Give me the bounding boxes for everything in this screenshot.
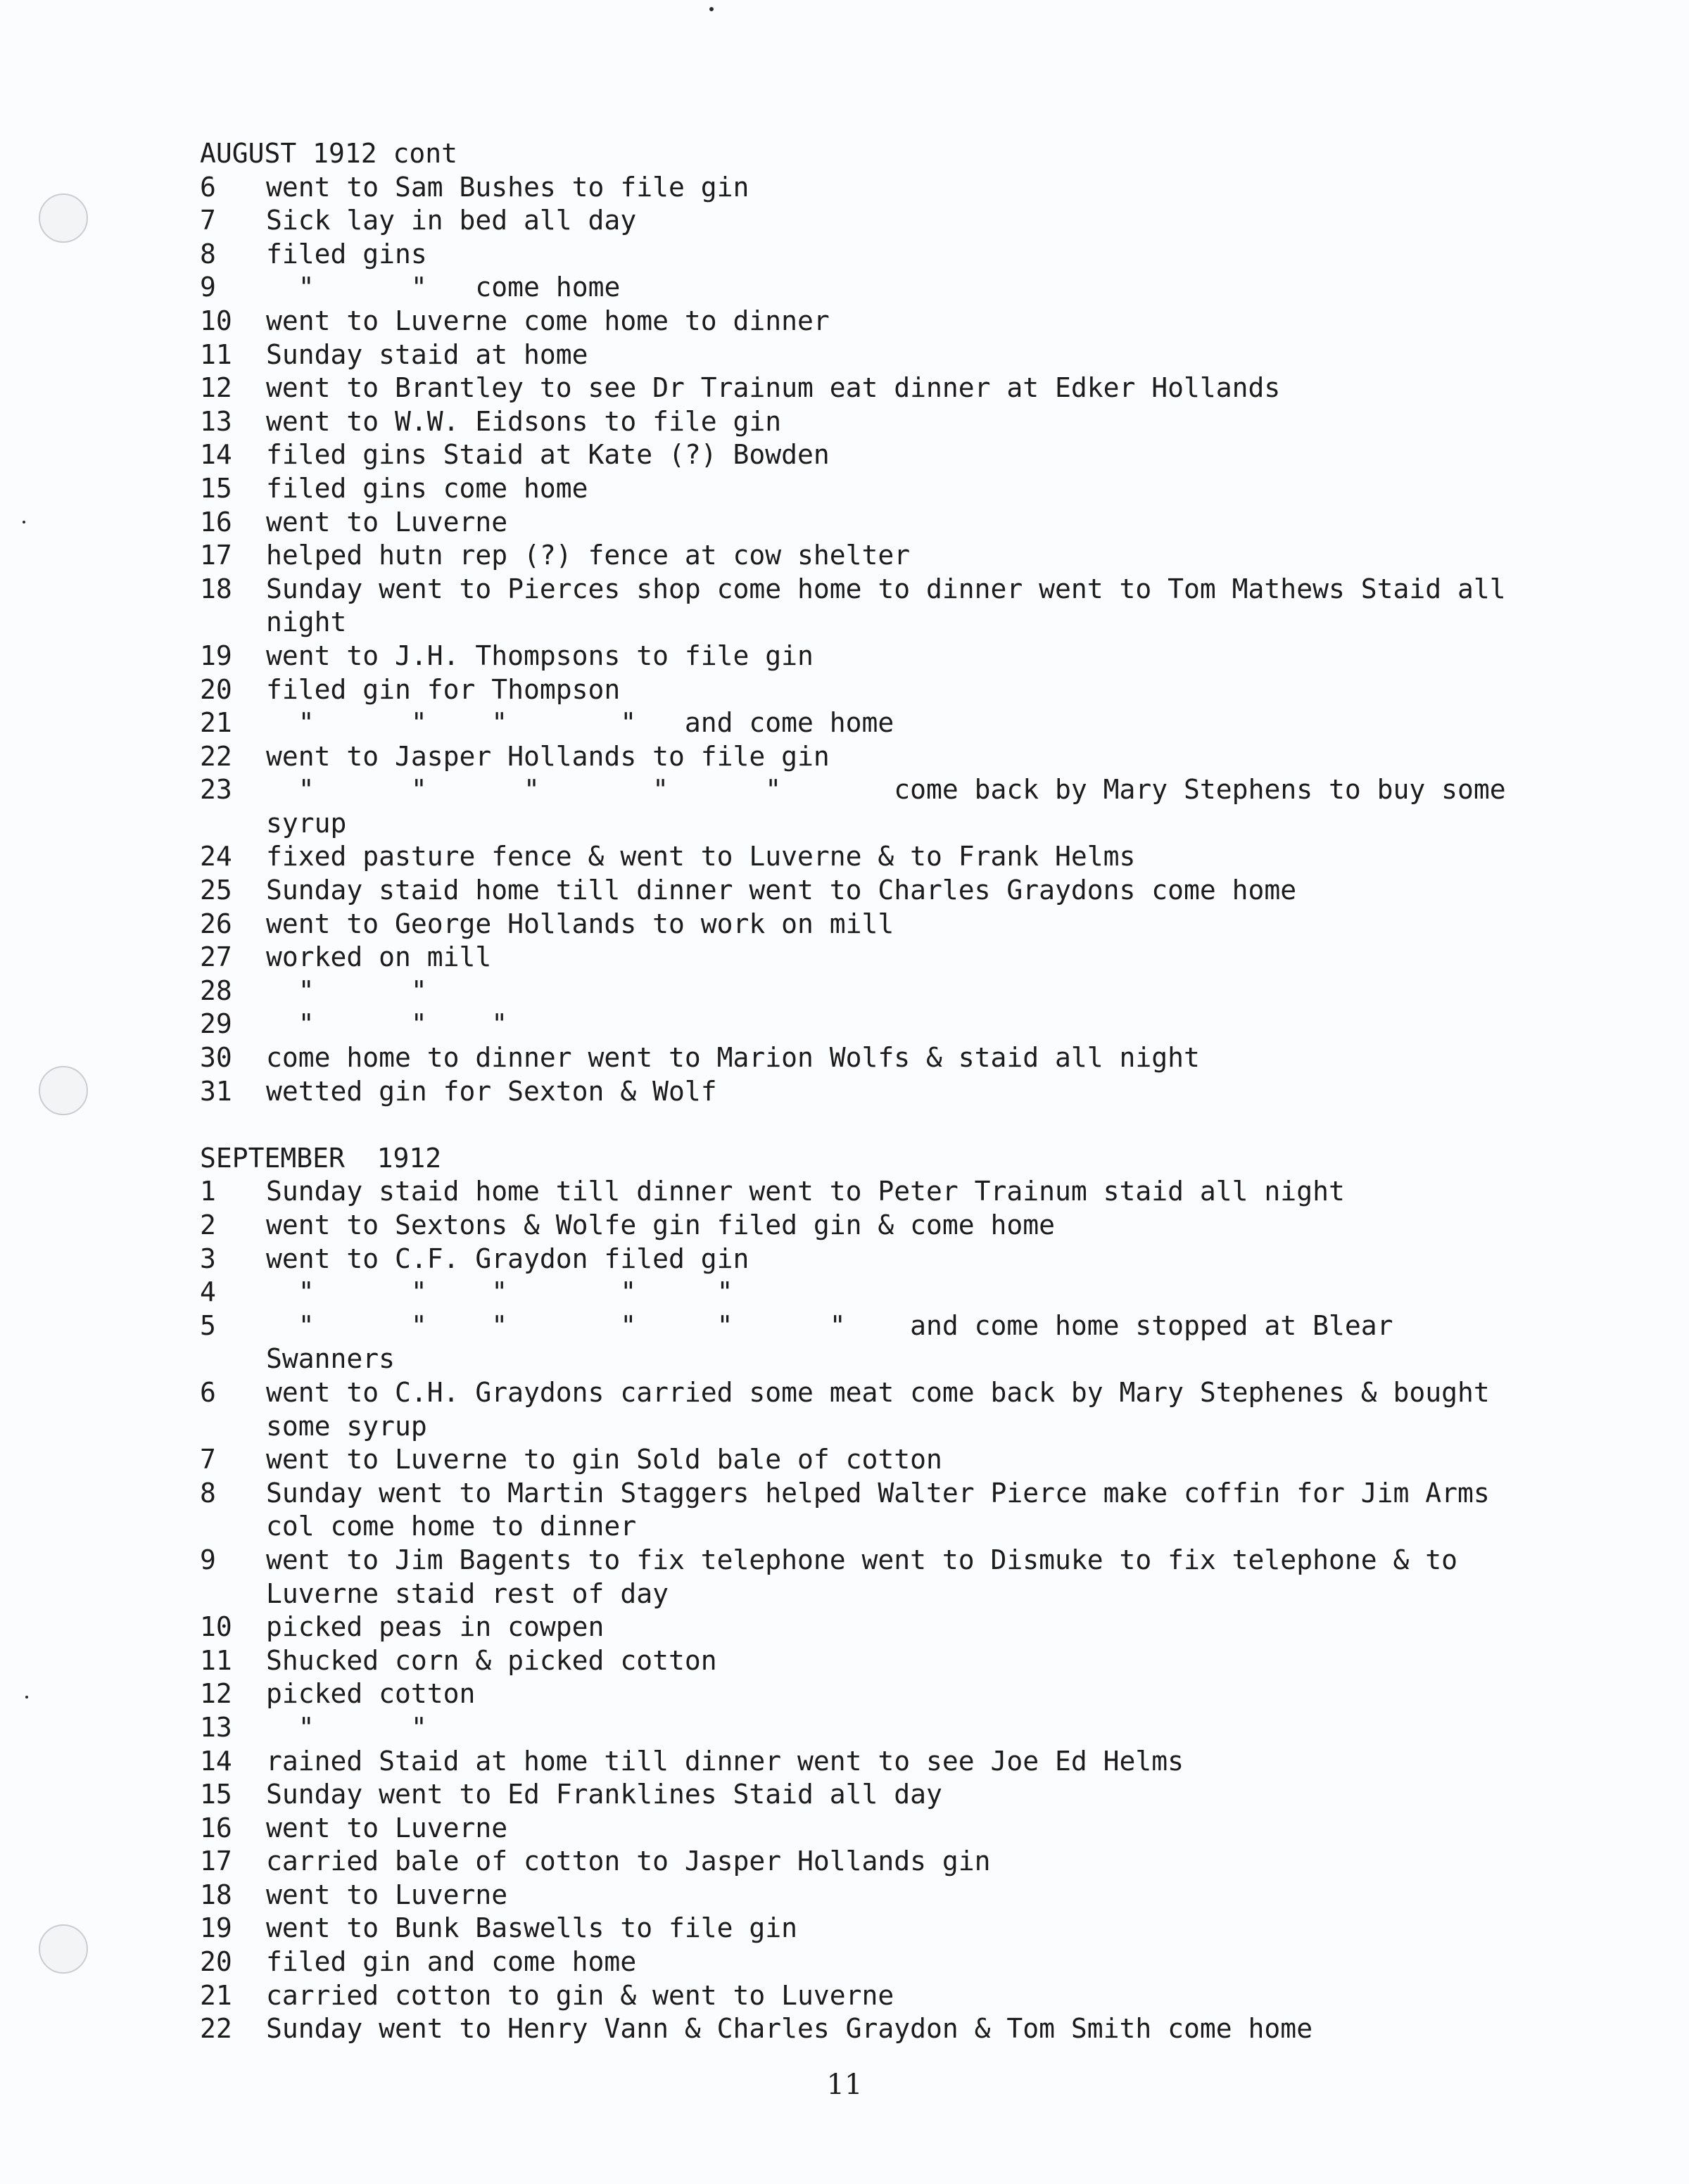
entry-day: 24 bbox=[200, 841, 232, 872]
diary-entry bbox=[200, 1677, 1509, 1711]
diary-entry bbox=[200, 1075, 1509, 1109]
august-entries bbox=[200, 171, 1522, 1109]
entry-text: filed gin for Thompson bbox=[266, 673, 621, 705]
diary-entry bbox=[200, 874, 1509, 908]
entry-day: 6 bbox=[200, 171, 216, 203]
diary-entry bbox=[200, 1745, 1509, 1779]
entry-text: went to C.F. Graydon filed gin bbox=[266, 1243, 749, 1274]
entry-text: went to George Hollands to work on mill bbox=[266, 908, 894, 939]
diary-entry bbox=[200, 1544, 1509, 1611]
entry-day: 11 bbox=[200, 338, 232, 370]
entry-text: went to Sam Bushes to file gin bbox=[266, 171, 749, 203]
entry-day: 28 bbox=[200, 974, 232, 1006]
entry-day: 2 bbox=[200, 1210, 216, 1240]
diary-entry bbox=[200, 974, 1509, 1008]
entry-day: 11 bbox=[200, 1644, 232, 1676]
entry-text: " " bbox=[266, 974, 427, 1006]
entry-day: 31 bbox=[200, 1075, 232, 1107]
entry-day: 21 bbox=[200, 707, 232, 739]
entry-day: 14 bbox=[200, 439, 232, 471]
entry-text: " " come home bbox=[266, 272, 621, 303]
entry-day: 23 bbox=[200, 774, 232, 806]
diary-entry bbox=[200, 271, 1509, 305]
diary-entry bbox=[200, 908, 1509, 941]
entry-text: went to Luverne bbox=[266, 506, 508, 538]
entry-day: 25 bbox=[200, 875, 232, 906]
entry-text: Sunday staid home till dinner went to Peter Trainum staid all night bbox=[266, 1176, 1345, 1207]
diary-entry bbox=[200, 1845, 1509, 1879]
diary-entry bbox=[200, 1945, 1509, 1979]
entry-day: 10 bbox=[200, 305, 232, 336]
entry-day: 8 bbox=[200, 238, 216, 269]
diary-entry bbox=[200, 405, 1509, 439]
entry-day: 20 bbox=[200, 1946, 232, 1978]
entry-text: " " " bbox=[266, 1008, 508, 1040]
diary-entry bbox=[200, 1812, 1509, 1846]
entry-text: Sunday staid home till dinner went to Charles Graydons come home bbox=[266, 875, 1297, 906]
entry-text: went to Jim Bagents to fix telephone went to Dismuke to fix telephone & to Luverne staid rest of day bbox=[266, 1544, 1474, 1609]
diary-entry bbox=[200, 539, 1509, 573]
diary-entry bbox=[200, 2012, 1509, 2046]
entry-day: 18 bbox=[200, 1879, 232, 1910]
entry-text: went to Luverne come home to dinner bbox=[266, 305, 830, 336]
diary-entry bbox=[200, 1711, 1509, 1745]
diary-entry bbox=[200, 941, 1509, 974]
entry-day: 13 bbox=[200, 1711, 232, 1743]
entry-day: 7 bbox=[200, 205, 216, 236]
binder-hole-top bbox=[39, 193, 88, 243]
entry-day: 16 bbox=[200, 1812, 232, 1843]
entry-text: went to Luverne to gin Sold bale of cotton bbox=[266, 1444, 942, 1475]
entry-text: picked peas in cowpen bbox=[266, 1611, 605, 1643]
entry-text: filed gins come home bbox=[266, 472, 588, 504]
entry-text: went to C.H. Graydons carried some meat come back by Mary Stephenes & bought some syrup bbox=[266, 1376, 1506, 1442]
entry-day: 6 bbox=[200, 1376, 216, 1408]
entry-text: helped hutn rep (?) fence at cow shelter bbox=[266, 540, 911, 571]
entry-text: fixed pasture fence & went to Luverne & to Frank Helms bbox=[266, 841, 1136, 872]
entry-text: went to Brantley to see Dr Trainum eat dinner at Edker Hollands bbox=[266, 372, 1281, 404]
entry-day: 20 bbox=[200, 673, 232, 705]
entry-text: " " " " and come home bbox=[266, 707, 894, 739]
entry-day: 19 bbox=[200, 640, 232, 671]
diary-entry bbox=[200, 1912, 1509, 1945]
entry-day: 22 bbox=[200, 2013, 232, 2045]
entry-day: 22 bbox=[200, 740, 232, 772]
page-mark bbox=[709, 7, 714, 11]
entry-day: 9 bbox=[200, 272, 216, 303]
entry-text: carried cotton to gin & went to Luverne bbox=[266, 1979, 894, 2011]
entry-day: 9 bbox=[200, 1544, 216, 1575]
entry-day: 15 bbox=[200, 472, 232, 504]
entry-text: picked cotton bbox=[266, 1678, 476, 1710]
diary-entry bbox=[200, 204, 1509, 238]
entry-text: Sunday staid at home bbox=[266, 338, 588, 370]
entry-text: rained Staid at home till dinner went to see Joe Ed Helms bbox=[266, 1745, 1184, 1777]
diary-entry bbox=[200, 1041, 1509, 1075]
diary-entry bbox=[200, 372, 1509, 405]
diary-entry bbox=[200, 640, 1509, 673]
section-title-august: AUGUST 1912 cont bbox=[200, 138, 458, 169]
diary-entry bbox=[200, 171, 1509, 205]
entry-day: 4 bbox=[200, 1276, 216, 1308]
entry-day: 30 bbox=[200, 1042, 232, 1074]
diary-entry bbox=[200, 1644, 1509, 1678]
diary-entry bbox=[200, 840, 1509, 874]
entry-day: 15 bbox=[200, 1779, 232, 1810]
diary-entry bbox=[200, 1879, 1509, 1912]
entry-text: Shucked corn & picked cotton bbox=[266, 1644, 717, 1676]
entry-day: 5 bbox=[200, 1309, 216, 1341]
diary-entry bbox=[200, 706, 1509, 740]
diary-entry bbox=[200, 1309, 1509, 1376]
entry-text: filed gins Staid at Kate (?) Bowden bbox=[266, 439, 830, 471]
entry-text: come home to dinner went to Marion Wolfs & staid all night bbox=[266, 1042, 1200, 1074]
diary-entry bbox=[200, 238, 1509, 272]
diary-entry bbox=[200, 506, 1509, 540]
diary-content bbox=[200, 137, 1522, 2046]
diary-entry bbox=[200, 1477, 1509, 1544]
entry-text: " " " " " come back by Mary Stephens to buy some syrup bbox=[266, 774, 1522, 839]
diary-entry bbox=[200, 1778, 1509, 1812]
diary-entry bbox=[200, 472, 1509, 506]
entry-day: 10 bbox=[200, 1611, 232, 1643]
entry-text: went to J.H. Thompsons to file gin bbox=[266, 640, 814, 671]
entry-day: 7 bbox=[200, 1444, 216, 1475]
entry-day: 16 bbox=[200, 506, 232, 538]
page-mark bbox=[25, 1696, 28, 1699]
entry-text: " " " " " bbox=[266, 1276, 733, 1308]
entry-text: Sick lay in bed all day bbox=[266, 205, 637, 236]
section-title-september: SEPTEMBER 1912 bbox=[200, 1142, 442, 1174]
entry-day: 17 bbox=[200, 1846, 232, 1877]
entry-day: 14 bbox=[200, 1745, 232, 1777]
entry-text: wetted gin for Sexton & Wolf bbox=[266, 1075, 717, 1107]
diary-entry bbox=[200, 1443, 1509, 1477]
page-number: 11 bbox=[826, 2069, 863, 2101]
september-entries bbox=[200, 1175, 1509, 2045]
diary-entry bbox=[200, 1008, 1509, 1041]
entry-day: 12 bbox=[200, 1678, 232, 1710]
diary-entry bbox=[200, 573, 1522, 640]
entry-day: 8 bbox=[200, 1477, 216, 1509]
diary-entry bbox=[200, 1243, 1509, 1276]
diary-entry bbox=[200, 1611, 1509, 1644]
diary-entry bbox=[200, 740, 1509, 774]
entry-text: went to Luverne bbox=[266, 1879, 508, 1910]
entry-text: " " bbox=[266, 1711, 427, 1743]
entry-day: 21 bbox=[200, 1979, 232, 2011]
entry-text: went to Luverne bbox=[266, 1812, 508, 1843]
diary-entry bbox=[200, 438, 1509, 472]
entry-text: worked on mill bbox=[266, 941, 492, 973]
entry-text: carried bale of cotton to Jasper Hollands gin bbox=[266, 1846, 991, 1877]
diary-entry bbox=[200, 1979, 1509, 2013]
entry-day: 27 bbox=[200, 941, 232, 973]
entry-text: went to Jasper Hollands to file gin bbox=[266, 740, 830, 772]
diary-entry bbox=[200, 673, 1509, 707]
entry-day: 29 bbox=[200, 1008, 232, 1040]
entry-text: went to Sextons & Wolfe gin filed gin & come home bbox=[266, 1210, 1056, 1240]
diary-entry bbox=[200, 1209, 1509, 1243]
entry-text: Sunday went to Henry Vann & Charles Graydon & Tom Smith come home bbox=[266, 2013, 1313, 2045]
diary-entry bbox=[200, 773, 1522, 840]
entry-day: 17 bbox=[200, 540, 232, 571]
entry-day: 26 bbox=[200, 908, 232, 939]
section-gap bbox=[200, 1108, 1509, 1142]
entry-text: Sunday went to Martin Staggers helped Walter Pierce make coffin for Jim Arms col come home to dinner bbox=[266, 1477, 1506, 1542]
entry-text: " " " " " " and come home stopped at Blear Swanners bbox=[266, 1309, 1410, 1375]
entry-text: Sunday went to Ed Franklines Staid all day bbox=[266, 1779, 942, 1810]
diary-entry bbox=[200, 305, 1509, 338]
entry-text: went to W.W. Eidsons to file gin bbox=[266, 405, 782, 437]
binder-hole-middle bbox=[39, 1066, 88, 1115]
diary-entry bbox=[200, 1376, 1509, 1443]
entry-day: 19 bbox=[200, 1912, 232, 1944]
diary-entry bbox=[200, 1276, 1509, 1309]
entry-text: Sunday went to Pierces shop come home to dinner went to Tom Mathews Staid all night bbox=[266, 573, 1522, 638]
entry-text: filed gins bbox=[266, 238, 427, 269]
binder-hole-bottom bbox=[39, 1924, 88, 1974]
entry-day: 1 bbox=[200, 1176, 216, 1207]
entry-text: went to Bunk Baswells to file gin bbox=[266, 1912, 797, 1944]
entry-day: 12 bbox=[200, 372, 232, 404]
diary-entry bbox=[200, 1175, 1509, 1209]
entry-day: 18 bbox=[200, 573, 232, 604]
diary-entry bbox=[200, 338, 1509, 372]
entry-day: 3 bbox=[200, 1243, 216, 1274]
entry-day: 13 bbox=[200, 405, 232, 437]
entry-text: filed gin and come home bbox=[266, 1946, 637, 1978]
page-mark bbox=[23, 521, 25, 523]
